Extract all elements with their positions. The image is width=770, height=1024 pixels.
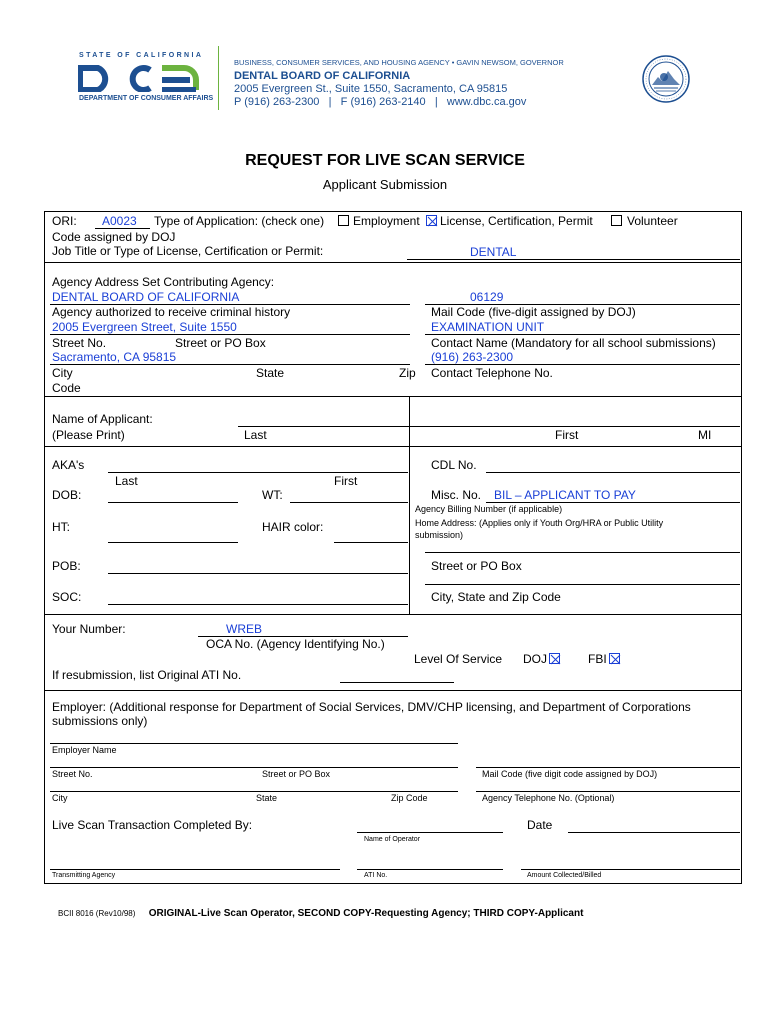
wt-label: WT: xyxy=(262,488,283,502)
fbi-label: FBI xyxy=(588,652,607,666)
section-separator-3a xyxy=(44,446,742,447)
license-label: License, Certification, Permit xyxy=(440,214,593,228)
job-title-value[interactable]: DENTAL xyxy=(470,245,517,259)
ori-label: ORI: xyxy=(52,214,77,228)
operator-underline[interactable] xyxy=(357,832,503,833)
employer-phone-label: Agency Telephone No. (Optional) xyxy=(482,793,615,803)
contact-phone-label: Contact Telephone No. xyxy=(431,366,553,380)
operator-label: Name of Operator xyxy=(364,836,421,843)
name-last-label: Last xyxy=(244,428,267,442)
auth-label: Agency authorized to receive criminal history xyxy=(52,305,291,319)
employer-zip-label: Zip Code xyxy=(391,793,428,803)
street-underline xyxy=(50,334,410,335)
home-city-underline xyxy=(425,584,740,585)
type-label: Type of Application: (check one) xyxy=(154,214,325,228)
aka-label: AKA's xyxy=(52,458,85,472)
your-number-label: Your Number: xyxy=(52,622,126,636)
job-title-underline xyxy=(407,259,740,260)
form-title: REQUEST FOR LIVE SCAN SERVICE xyxy=(245,152,525,169)
wt-underline[interactable] xyxy=(290,502,408,503)
cdl-label: CDL No. xyxy=(431,458,477,472)
ori-value[interactable]: A0023 xyxy=(102,214,137,228)
resubmission-underline[interactable] xyxy=(340,682,454,683)
ati-label: ATI No. xyxy=(364,872,388,879)
section-separator-3 xyxy=(44,614,742,615)
soc-underline[interactable] xyxy=(108,604,408,605)
job-title-label: Job Title or Type of License, Certification or Permit: xyxy=(52,244,324,258)
employer-mail-code-label: Mail Code (five digit code assigned by DOJ) xyxy=(482,769,658,779)
agency-name-value[interactable]: DENTAL BOARD OF CALIFORNIA xyxy=(52,290,240,304)
checked-x-icon xyxy=(427,216,438,227)
employer-city-underline[interactable] xyxy=(50,791,458,792)
state-label: STATE OF CALIFORNIA xyxy=(79,52,204,59)
home-street-underline xyxy=(425,552,740,553)
soc-label: SOC: xyxy=(52,590,82,604)
home-street-label: Street or PO Box xyxy=(431,559,522,573)
home-address-label-1: Home Address: (Applies only if Youth Org/HRA or Public Utility xyxy=(415,518,664,528)
employment-label: Employment xyxy=(353,214,420,228)
applicant-name-label: Name of Applicant: xyxy=(52,412,153,426)
copy-distribution: ORIGINAL-Live Scan Operator, SECOND COPY-Requesting Agency; THIRD COPY-Applicant xyxy=(148,908,584,919)
section-separator-1 xyxy=(44,262,742,263)
name-mi-label: MI xyxy=(698,428,712,442)
fax-prefix: F xyxy=(340,96,348,108)
employer-street-no-label: Street No. xyxy=(52,769,93,779)
pob-label: POB: xyxy=(52,559,81,573)
home-address-label-2: submission) xyxy=(415,530,464,540)
volunteer-checkbox[interactable] xyxy=(611,215,622,226)
oca-label: OCA No. (Agency Identifying No.) xyxy=(206,637,385,651)
ati-underline[interactable] xyxy=(357,869,503,870)
mail-code-label: Mail Code (five-digit assigned by DOJ) xyxy=(431,305,636,319)
contact-name-value[interactable]: EXAMINATION UNIT xyxy=(431,320,545,334)
contact-phone-value[interactable]: (916) 263-2300 xyxy=(431,350,514,364)
dept-label: DEPARTMENT OF CONSUMER AFFAIRS xyxy=(79,95,214,102)
please-print-label: (Please Print) xyxy=(52,428,125,442)
doj-checkbox[interactable] xyxy=(549,653,560,664)
doj-label: DOJ xyxy=(523,652,547,666)
hair-label: HAIR color: xyxy=(262,520,324,534)
website-link[interactable]: www.dbc.ca.gov xyxy=(446,96,527,108)
board-name: DENTAL BOARD OF CALIFORNIA xyxy=(234,70,411,82)
your-number-value[interactable]: WREB xyxy=(226,622,262,636)
header-divider xyxy=(218,46,219,110)
ht-underline[interactable] xyxy=(108,542,238,543)
applicant-name-underline[interactable] xyxy=(238,426,740,427)
agency-line: BUSINESS, CONSUMER SERVICES, AND HOUSING AGENCY • GAVIN NEWSOM, GOVERNOR xyxy=(234,58,564,67)
contact-name-label: Contact Name (Mandatory for all school submissions) xyxy=(431,336,716,350)
employer-city-label: City xyxy=(52,793,68,803)
form-id: BCII 8016 (Rev10/98) xyxy=(58,909,136,918)
employer-name-underline[interactable] xyxy=(50,743,458,744)
dca-logo xyxy=(78,62,208,92)
aka-first-label: First xyxy=(334,474,358,488)
phone-value: (916) 263-2300 xyxy=(244,96,320,108)
city-underline xyxy=(50,364,410,365)
dob-underline[interactable] xyxy=(108,502,238,503)
divider-2: | xyxy=(434,96,438,108)
zip-code-label: Code xyxy=(52,381,81,395)
hair-underline[interactable] xyxy=(334,542,408,543)
section-separator-4 xyxy=(44,690,742,691)
misc-value[interactable]: BIL – APPLICANT TO PAY xyxy=(494,488,636,502)
city-value[interactable]: Sacramento, CA 95815 xyxy=(52,350,177,364)
state-seal-icon xyxy=(642,55,690,103)
ht-label: HT: xyxy=(52,520,70,534)
completed-by-label: Live Scan Transaction Completed By: xyxy=(52,818,253,832)
date-underline[interactable] xyxy=(568,832,740,833)
zip-label: Zip xyxy=(399,366,416,380)
license-checkbox[interactable] xyxy=(426,215,437,226)
city-label: City xyxy=(52,366,73,380)
fbi-checkbox[interactable] xyxy=(609,653,620,664)
cdl-underline[interactable] xyxy=(486,472,740,473)
amount-underline[interactable] xyxy=(521,869,740,870)
resubmission-label: If resubmission, list Original ATI No. xyxy=(52,668,242,682)
misc-label: Misc. No. xyxy=(431,488,482,502)
employer-phone-underline[interactable] xyxy=(476,791,740,792)
mail-code-value[interactable]: 06129 xyxy=(470,290,504,304)
volunteer-label: Volunteer xyxy=(627,214,678,228)
checked-x-icon xyxy=(610,654,621,665)
column-divider xyxy=(409,396,410,614)
street-no-label: Street No. xyxy=(52,336,107,350)
transmitting-underline[interactable] xyxy=(50,869,340,870)
pob-underline[interactable] xyxy=(108,573,408,574)
form-subtitle: Applicant Submission xyxy=(322,177,448,192)
misc-underline xyxy=(486,502,740,503)
state-label: State xyxy=(256,366,285,380)
section-separator-2 xyxy=(44,396,742,397)
divider-1: | xyxy=(328,96,332,108)
employer-street-po-label: Street or PO Box xyxy=(262,769,331,779)
employer-mail-underline[interactable] xyxy=(476,767,740,768)
fax-value: (916) 263-2140 xyxy=(350,96,426,108)
employer-state-label: State xyxy=(256,793,278,803)
employer-street-underline[interactable] xyxy=(50,767,458,768)
employment-checkbox[interactable] xyxy=(338,215,349,226)
doj-code-label: Code assigned by DOJ xyxy=(52,230,176,244)
aka-last-label: Last xyxy=(115,474,138,488)
date-label: Date xyxy=(527,818,553,832)
street-po-label: Street or PO Box xyxy=(175,336,266,350)
contact-line xyxy=(234,96,526,108)
name-first-label: First xyxy=(555,428,579,442)
contact-underline xyxy=(425,334,740,335)
agency-address-label: Agency Address Set Contributing Agency: xyxy=(52,275,275,289)
phone-prefix: P xyxy=(234,96,242,108)
street-value[interactable]: 2005 Evergreen Street, Suite 1550 xyxy=(52,320,237,334)
ori-underline xyxy=(95,228,150,229)
checked-x-icon xyxy=(550,654,561,665)
level-of-service-label: Level Of Service xyxy=(414,652,503,666)
board-address: 2005 Evergreen St., Suite 1550, Sacramento, CA 95815 xyxy=(234,83,508,95)
form-footer xyxy=(58,903,583,921)
aka-underline[interactable] xyxy=(108,472,408,473)
employer-label-2: submissions only) xyxy=(52,714,148,728)
dob-label: DOB: xyxy=(52,488,82,502)
amount-label: Amount Collected/Billed xyxy=(527,872,602,879)
home-city-label: City, State and Zip Code xyxy=(431,590,561,604)
contact-phone-underline xyxy=(425,364,740,365)
billing-label: Agency Billing Number (if applicable) xyxy=(415,504,563,514)
transmitting-label: Transmitting Agency xyxy=(52,872,116,879)
employer-name-label: Employer Name xyxy=(52,745,117,755)
employer-label-1: Employer: (Additional response for Department of Social Services, DMV/CHP licensing, and Department of Corporations xyxy=(52,700,691,714)
